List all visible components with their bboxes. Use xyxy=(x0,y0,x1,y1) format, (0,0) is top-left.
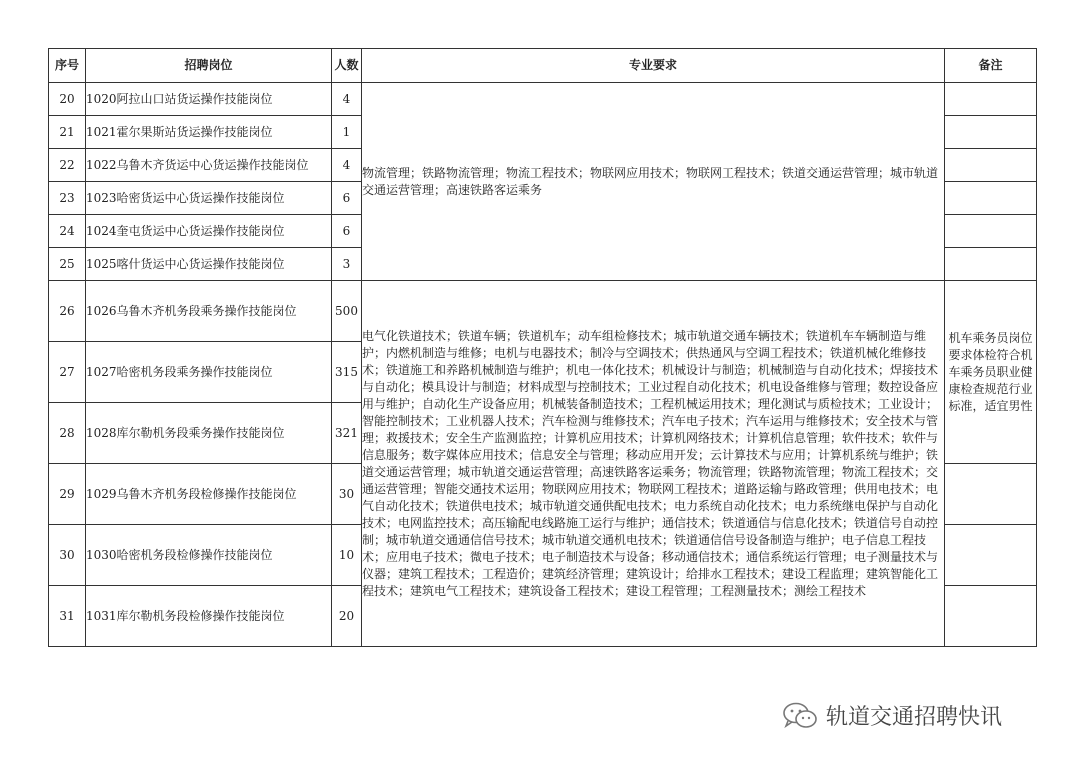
row-position: 1020阿拉山口站货运操作技能岗位 xyxy=(86,83,332,116)
row-position: 1021霍尔果斯站货运操作技能岗位 xyxy=(86,116,332,149)
header-count: 人数 xyxy=(332,49,362,83)
header-notes: 备注 xyxy=(945,49,1037,83)
row-position: 1025喀什货运中心货运操作技能岗位 xyxy=(86,248,332,281)
row-no: 27 xyxy=(49,342,86,403)
row-count: 4 xyxy=(332,83,362,116)
row-count: 1 xyxy=(332,116,362,149)
table-header-row xyxy=(49,49,1037,83)
row-count: 3 xyxy=(332,248,362,281)
row-count: 4 xyxy=(332,149,362,182)
row-note xyxy=(945,464,1037,525)
row-count: 30 xyxy=(332,464,362,525)
row-count: 315 xyxy=(332,342,362,403)
requirements-group-freight: 物流管理；铁路物流管理；物流工程技术；物联网应用技术；物联网工程技术；铁道交通运营管理；城市轨道交通运营管理；高速铁路客运乘务 xyxy=(362,83,945,281)
row-position: 1027哈密机务段乘务操作技能岗位 xyxy=(86,342,332,403)
row-no: 23 xyxy=(49,182,86,215)
row-position: 1022乌鲁木齐货运中心货运操作技能岗位 xyxy=(86,149,332,182)
row-count: 6 xyxy=(332,215,362,248)
row-no: 25 xyxy=(49,248,86,281)
row-no: 24 xyxy=(49,215,86,248)
row-count: 20 xyxy=(332,586,362,647)
header-position: 招聘岗位 xyxy=(86,49,332,83)
row-position: 1024奎屯货运中心货运操作技能岗位 xyxy=(86,215,332,248)
wechat-icon xyxy=(782,702,818,730)
row-no: 26 xyxy=(49,281,86,342)
row-count: 321 xyxy=(332,403,362,464)
watermark xyxy=(782,700,1002,731)
row-count: 500 xyxy=(332,281,362,342)
row-note xyxy=(945,116,1037,149)
header-requirements: 专业要求 xyxy=(362,49,945,83)
row-no: 28 xyxy=(49,403,86,464)
row-no: 30 xyxy=(49,525,86,586)
row-note xyxy=(945,83,1037,116)
recruitment-table xyxy=(48,48,1037,647)
row-position: 1028库尔勒机务段乘务操作技能岗位 xyxy=(86,403,332,464)
row-no: 29 xyxy=(49,464,86,525)
header-no: 序号 xyxy=(49,49,86,83)
row-note xyxy=(945,149,1037,182)
note-locomotive-crew: 机车乘务员岗位要求体检符合机车乘务员职业健康检查规范行业标准，适宜男性 xyxy=(945,281,1037,464)
row-position: 1026乌鲁木齐机务段乘务操作技能岗位 xyxy=(86,281,332,342)
row-no: 21 xyxy=(49,116,86,149)
row-no: 20 xyxy=(49,83,86,116)
row-no: 31 xyxy=(49,586,86,647)
row-position: 1029乌鲁木齐机务段检修操作技能岗位 xyxy=(86,464,332,525)
table-row xyxy=(49,83,1037,116)
row-count: 6 xyxy=(332,182,362,215)
row-note xyxy=(945,215,1037,248)
row-note xyxy=(945,248,1037,281)
row-no: 22 xyxy=(49,149,86,182)
row-count: 10 xyxy=(332,525,362,586)
row-note xyxy=(945,525,1037,586)
row-note xyxy=(945,182,1037,215)
row-position: 1031库尔勒机务段检修操作技能岗位 xyxy=(86,586,332,647)
row-note xyxy=(945,586,1037,647)
row-position: 1030哈密机务段检修操作技能岗位 xyxy=(86,525,332,586)
row-position: 1023哈密货运中心货运操作技能岗位 xyxy=(86,182,332,215)
table-row xyxy=(49,281,1037,342)
watermark-text: 轨道交通招聘快讯 xyxy=(826,705,1003,730)
requirements-group-locomotive: 电气化铁道技术；铁道车辆；铁道机车；动车组检修技术；城市轨道交通车辆技术；铁道机车车辆制造与维护；内燃机制造与维修；电机与电器技术；制冷与空调技术；供热通风与空调工程技术；铁道机械化维修技术；铁道施工和养路机械制造与维护；机电一体化技术；机械设计与制造；机械制造与自动化技术；焊接技术与自动化；模具设计与制造；材料成型与控制技术；工业过程自动化技术；机电设备维修与管理；数控设备应用与维护；自动化生产设备应用；机械装备制造技术；工程机械运用技术；理化测试与质检技术；工业设计；智能控制技术；工业机器人技术；汽车检测与维修技术；汽车电子技术；汽车运用与维修技术；安全技术与管理；救援技术；安全生产监测监控；计算机应用技术；计算机网络技术；计算机信息管理；软件技术；软件与信息服务；数字媒体应用技术；信息安全与管理；移动应用开发；云计算技术与应用；计算机系统与维护；铁道交通运营管理；城市轨道交通运营管理；高速铁路客运乘务；物流管理；铁路物流管理；物流工程技术；交通运营管理；智能交通技术运用；物联网应用技术；物联网工程技术；道路运输与路政管理；供用电技术；电气自动化技术；铁道供电技术；城市轨道交通供配电技术；电力系统自动化技术；电力系统继电保护与自动化技术；电网监控技术；高压输配电线路施工运行与维护；通信技术；铁道通信与信息化技术；铁道信号自动控制；城市轨道交通通信信号技术；城市轨道交通机电技术；铁道通信信号设备制造与维护；电子信息工程技术；应用电子技术；微电子技术；电子制造技术与设备；移动通信技术；通信系统运行管理；电子测量技术与仪器；建筑工程技术；工程造价；建筑经济管理；建筑设计；给排水工程技术；建设工程监理；建筑智能化工程技术；建筑电气工程技术；建筑设备工程技术；建设工程管理；工程测量技术；测绘工程技术 xyxy=(362,281,945,647)
